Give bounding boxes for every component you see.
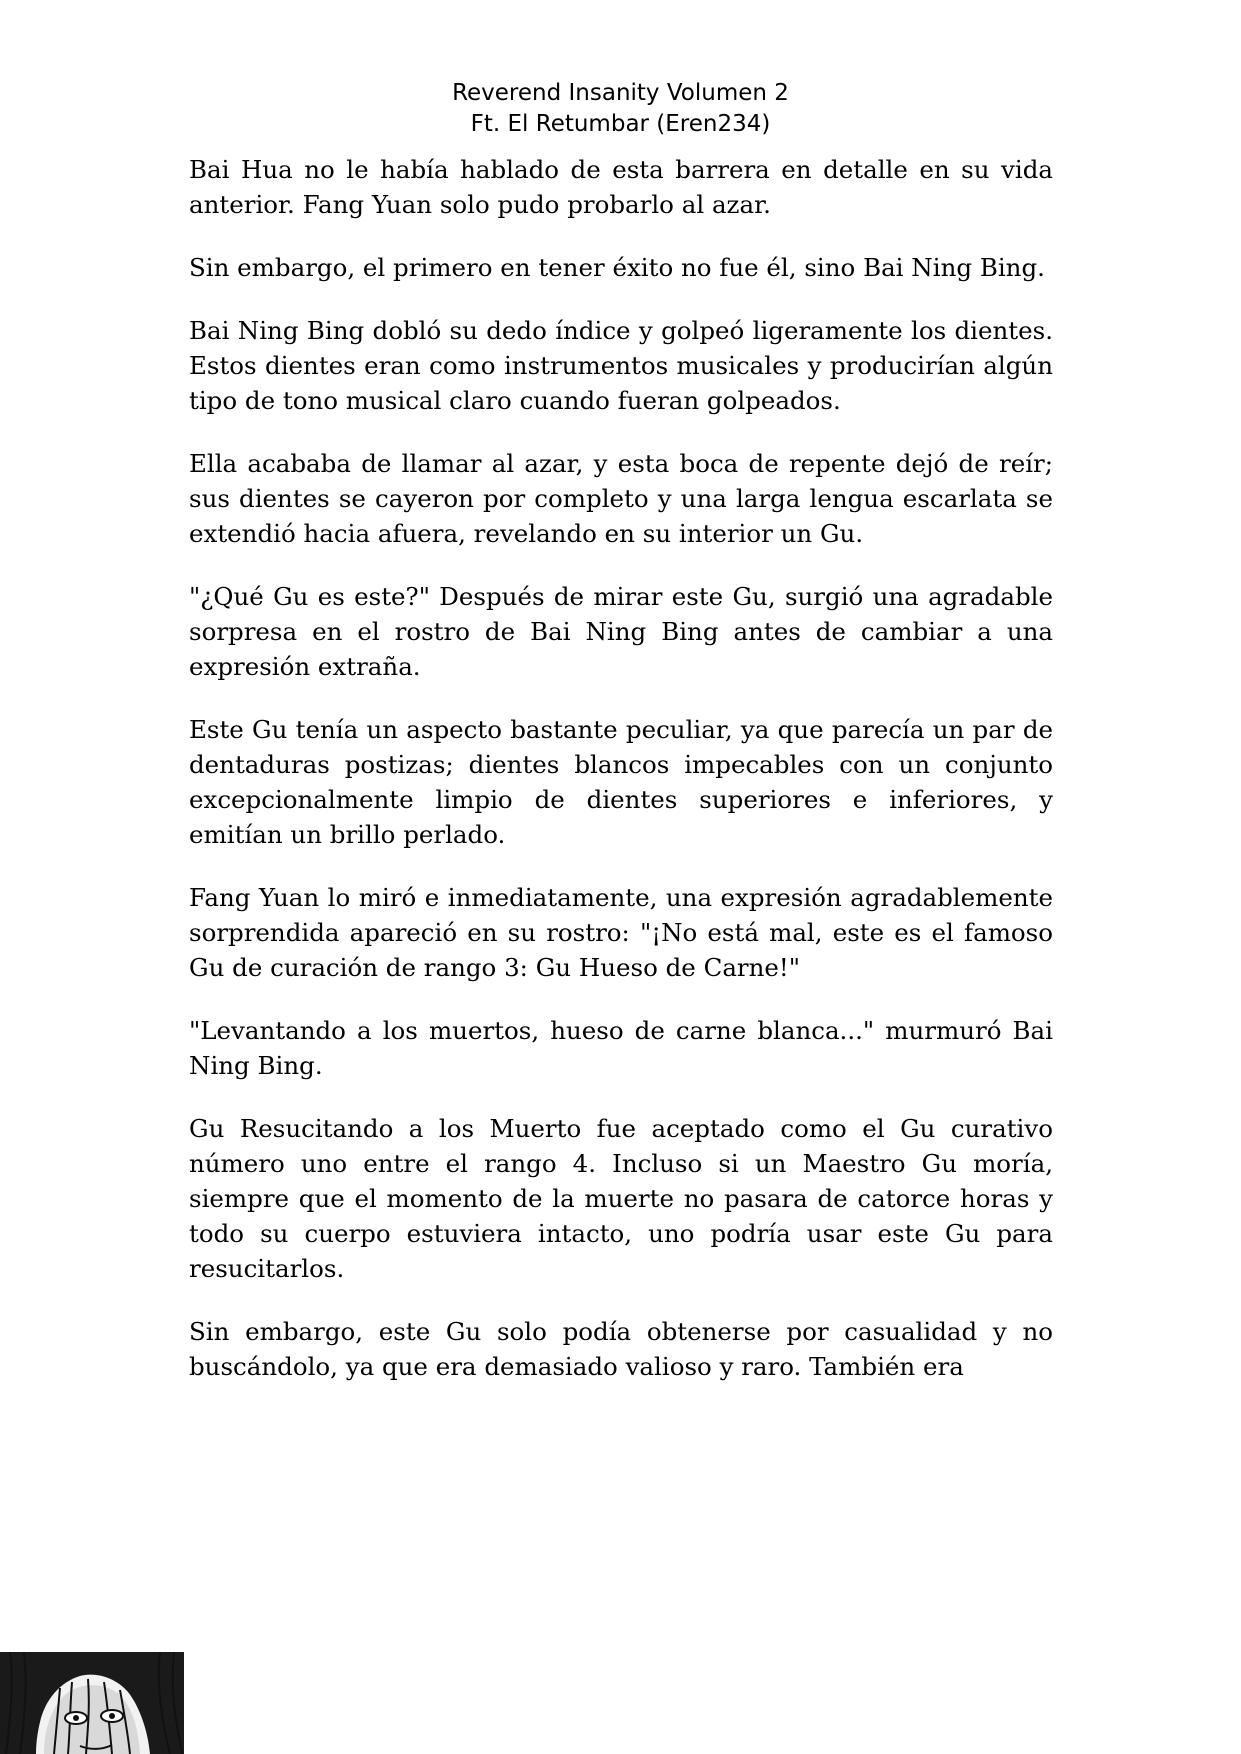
paragraph: Fang Yuan lo miró e inmediatamente, una expresión agradablemente sorprendida apareció en su rostro: "¡No está mal, este es el famoso Gu de curación de rango 3: Gu Hueso de Carne!"	[189, 883, 1053, 982]
paragraph: Gu Resucitando a los Muerto fue aceptado como el Gu curativo número uno entre el rango 4. Incluso si un Maestro Gu moría, siempre que el momento de la muerte no pasara de catorce horas y todo su cuerpo estuviera intacto, uno podría usar este Gu para resucitarlos.	[189, 1114, 1053, 1283]
paragraph: Sin embargo, el primero en tener éxito no fue él, sino Bai Ning Bing.	[189, 253, 1045, 282]
header-title: Reverend Insanity Volumen 2	[452, 80, 789, 106]
paragraph: Este Gu tenía un aspecto bastante peculiar, ya que parecía un par de dentaduras postizas; dientes blancos impecables con un conjunto excepcionalmente limpio de dientes superiores e inferiores, y emitían un brillo perlado.	[189, 715, 1053, 849]
header-credit: Ft. El Retumbar (Eren234)	[470, 111, 771, 137]
manga-portrait-illustration	[0, 1652, 184, 1754]
page-header	[0, 78, 1241, 140]
paragraph: Sin embargo, este Gu solo podía obtenerse por casualidad y no buscándolo, ya que era demasiado valioso y raro. También era	[189, 1317, 1053, 1381]
body-text	[189, 152, 1053, 1412]
paragraph: "Levantando a los muertos, hueso de carne blanca..." murmuró Bai Ning Bing.	[189, 1016, 1053, 1080]
paragraph: Ella acababa de llamar al azar, y esta boca de repente dejó de reír; sus dientes se cayeron por completo y una larga lengua escarlata se extendió hacia afuera, revelando en su interior un Gu.	[189, 449, 1053, 548]
paragraph: "¿Qué Gu es este?" Después de mirar este Gu, surgió una agradable sorpresa en el rostro de Bai Ning Bing antes de cambiar a una expresión extraña.	[189, 582, 1053, 681]
paragraph: Bai Ning Bing dobló su dedo índice y golpeó ligeramente los dientes. Estos dientes eran como instrumentos musicales y producirían algún tipo de tono musical claro cuando fueran golpeados.	[189, 316, 1053, 415]
paragraph: Bai Hua no le había hablado de esta barrera en detalle en su vida anterior. Fang Yuan solo pudo probarlo al azar.	[189, 155, 1053, 219]
